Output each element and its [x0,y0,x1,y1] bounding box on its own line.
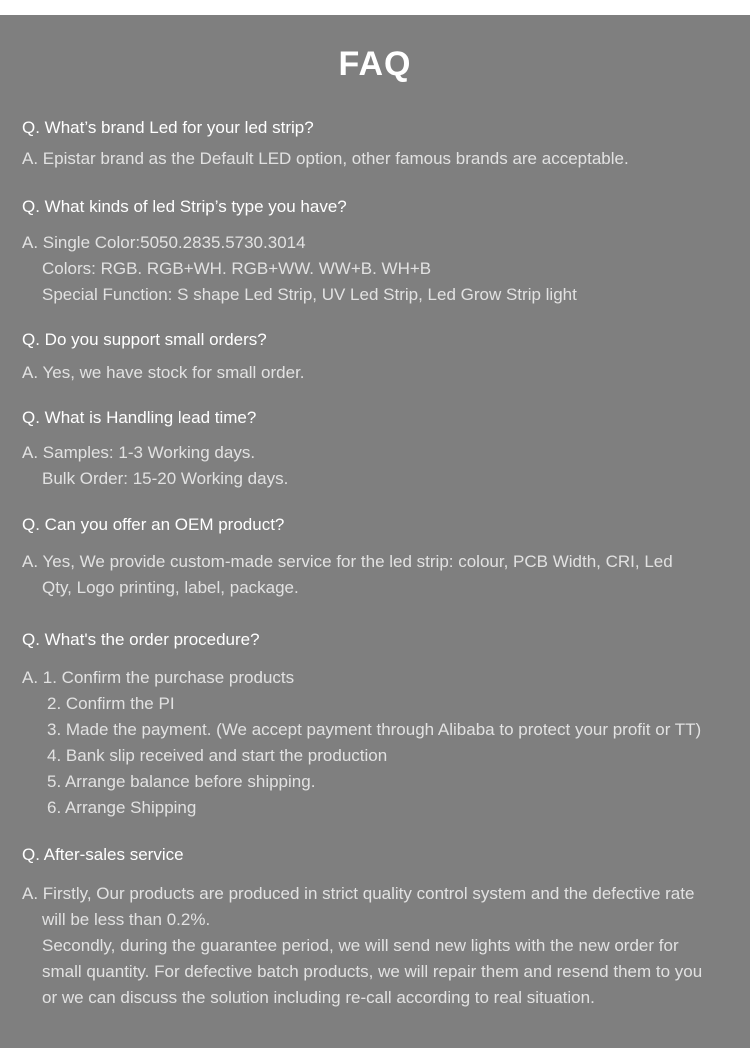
answer-line: will be less than 0.2%. [42,910,211,929]
question-strip-types: Q. What kinds of led Strip’s type you have? [22,197,347,216]
answer-line: A. Epistar brand as the Default LED option, other famous brands are acceptable. [22,149,629,168]
answer-oem [22,549,673,601]
question-brand: Q. What’s brand Led for your led strip? [22,118,314,137]
answer-line: 3. Made the payment. (We accept payment through Alibaba to protect your profit or TT) [47,720,702,739]
answer-line: 4. Bank slip received and start the production [47,746,388,765]
answer-line: A. Samples: 1-3 Working days. [22,443,256,462]
question-oem: Q. Can you offer an OEM product? [22,515,285,534]
question-after-sales: Q. After-sales service [22,845,184,864]
answer-line: 6. Arrange Shipping [47,798,197,817]
answer-line: 2. Confirm the PI [47,694,175,713]
answer-line: Bulk Order: 15-20 Working days. [42,469,289,488]
answer-line: Secondly, during the guarantee period, we will send new lights with the new order for [42,936,679,955]
answer-line: A. Yes, we have stock for small order. [22,363,305,382]
question-lead-time: Q. What is Handling lead time? [22,408,257,427]
answer-after-sales [22,881,702,1011]
answer-line: or we can discuss the solution including re-call according to real situation. [42,988,595,1007]
answer-line: Special Function: S shape Led Strip, UV Led Strip, Led Grow Strip light [42,285,577,304]
question-order-procedure: Q. What's the order procedure? [22,630,260,649]
answer-line: A. Single Color:5050.2835.5730.3014 [22,233,306,252]
answer-line: Colors: RGB. RGB+WH. RGB+WW. WW+B. WH+B [42,259,432,278]
question-small-orders: Q. Do you support small orders? [22,330,267,349]
answer-order-procedure [22,665,701,821]
answer-line: small quantity. For defective batch products, we will repair them and resend them to you [42,962,703,981]
answer-line: A. 1. Confirm the purchase products [22,668,295,687]
answer-line: A. Firstly, Our products are produced in strict quality control system and the defective rate [22,884,695,903]
answer-small-orders [22,360,305,386]
answer-line: A. Yes, We provide custom-made service for the led strip: colour, PCB Width, CRI, Led [22,552,673,571]
answer-brand [22,146,629,172]
page-title: FAQ [338,45,412,83]
answer-line: 5. Arrange balance before shipping. [47,772,316,791]
answer-lead-time [22,440,288,492]
answer-strip-types [22,230,577,308]
answer-line: Qty, Logo printing, label, package. [42,578,299,597]
